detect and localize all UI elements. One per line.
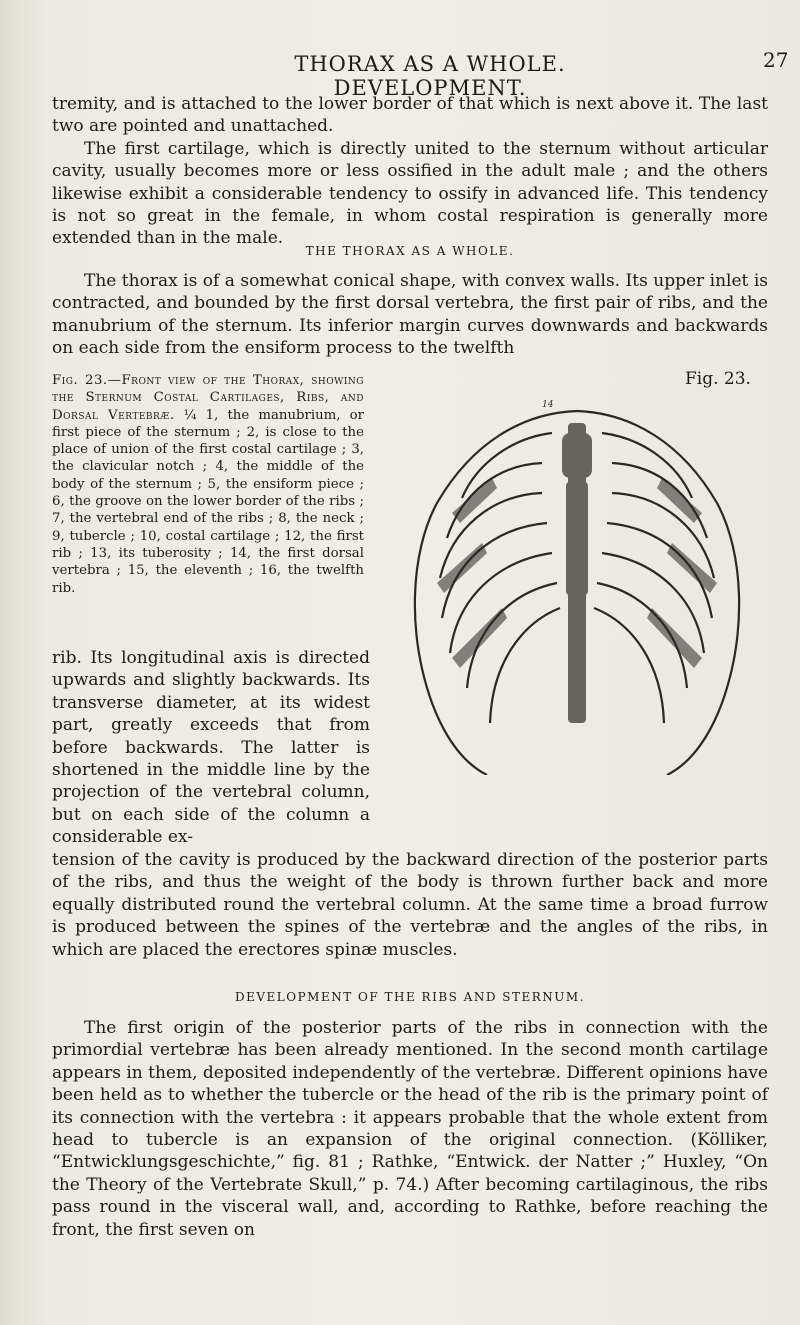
running-title: THORAX AS A WHOLE. DEVELOPMENT. — [294, 52, 566, 100]
caption-scale: ¼ — [183, 407, 197, 423]
paragraph-3: The thorax is of a somewhat conical shape, with convex walls. Its upper inlet is contracted, and bounded by the first dorsal vertebra, the first pair of ribs, and the manubrium of the sternum. Its inferior margin curves downwards and backwards on each side from the ensiform process to the twelfth — [52, 271, 768, 359]
paragraph-1: tremity, and is attached to the lower border of that which is next above it. The last two are pointed and unattached. — [52, 94, 768, 137]
paragraph-4: The first origin of the posterior parts of the ribs in connection with the primordial vertebræ has been already mentioned. In the second month cartilage appears in them, deposited independently of the vertebræ. Different opinions have been held as to whether the tubercle or the head of the rib is the primary point of its connection with the vertebra : it appears probable that the whole extent from head to tubercle is an expansion of the original connection. (Kölliker, “Entwicklungsgeschichte,” fig. 81 ; Rathke, “Entwick. der Natter ;” Huxley, “On the Theory of the Vertebrate Skull,” p. 74.) After becoming cartilaginous, the ribs pass round in the visceral wall, and, according to Rathke, before reaching the front, the first seven on — [52, 1018, 768, 1240]
paragraph-3-end: tension of the cavity is produced by the backward direction of the posterior parts of the ribs, and thus the weight of the body is thrown further back and more equally distributed round the vertebral column. At the same time a broad furrow is produced between the spines of the vertebræ and the angles of the ribs, in which are placed the erectores spinæ muscles. — [52, 850, 768, 960]
section-heading-development: DEVELOPMENT OF THE RIBS AND STERNUM. — [234, 990, 586, 1004]
caption-body: 1, the manubrium, or first piece of the sternum ; 2, is close to the place of union of the first costal cartilage ; 3, the clavicular notch ; 4, the middle of the body of the sternum ; 5, the ensiform piece ; 6, the groove on the lower border of the ribs ; 7, the vertebral end of the ribs ; 8, the neck ; 9, tubercle ; 10, costal cartilage ; 12, the first rib ; 13, its tuberosity ; 14, the first dorsal vertebra ; 15, the eleventh ; 16, the twelfth rib. — [52, 407, 364, 596]
page-number: 27 — [763, 48, 789, 72]
opening-paragraphs — [52, 93, 768, 250]
paragraph-2: The first cartilage, which is directly united to the sternum without articular cavity, usually becomes more or less ossified in the adult male ; and the others likewise exhibit a considerable tendency to ossify in advanced life. This tendency is not so great in the female, in whom costal respiration is generally more extended than in the male. — [52, 138, 768, 249]
figure-marker-14: 14 — [542, 400, 554, 410]
figure-caption — [52, 372, 364, 597]
figure-label: Fig. 23. — [685, 369, 751, 389]
section-heading-thorax: THE THORAX AS A WHOLE. — [305, 244, 515, 258]
thorax-illustration — [392, 393, 762, 775]
caption-title: Fig. 23.—Front view of the Thorax, showing the Sternum Costal Cartilages, Ribs, and Dorsal Vertebræ. — [52, 373, 364, 423]
paragraph-3-continued: rib. Its longitudinal axis is directed upwards and slightly backwards. Its transverse diameter, at its widest part, greatly exceeds that from before backwards. The latter is shortened in the middle line by the projection of the vertebral column, but on each side of the column a considerable ex- — [52, 648, 370, 848]
